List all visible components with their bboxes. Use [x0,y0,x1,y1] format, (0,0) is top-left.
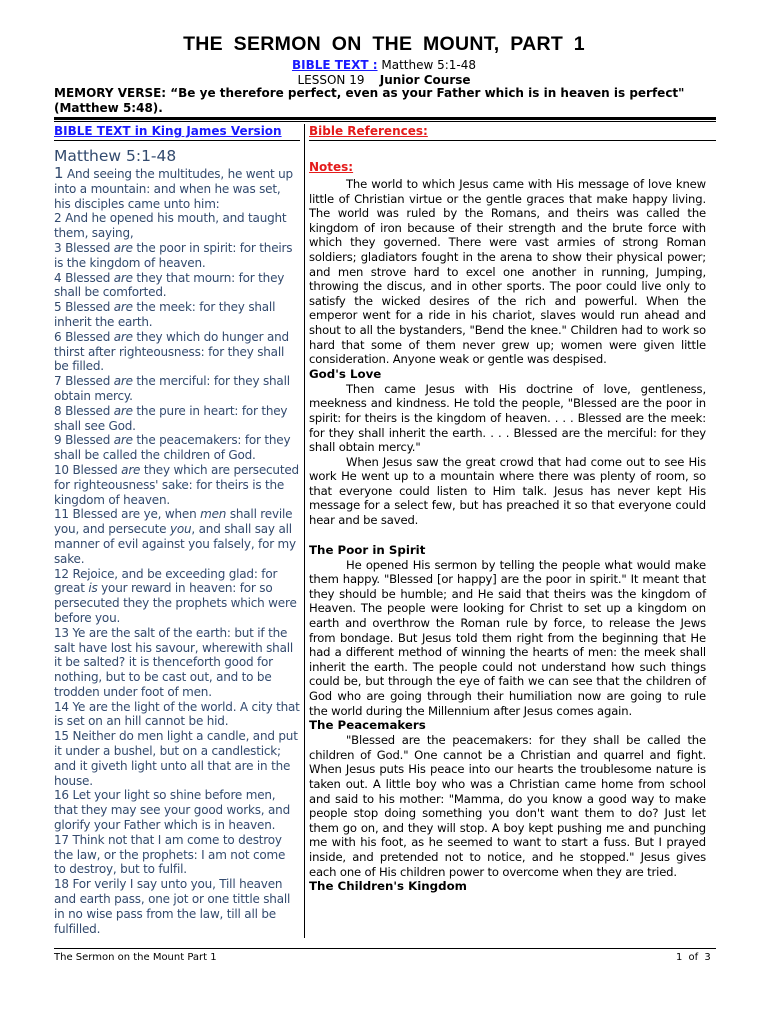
verse-number: 11 [54,507,69,522]
verse-11: 11 Blessed are ye, when men shall revile you, and persecute you, and shall say all manner of evil against you falsely, for my sake. [54,507,296,566]
verse-2: 2 And he opened his mouth, and taught them, saying, [54,211,287,241]
verse-number: 6 [54,329,62,344]
verse-1: 1 And seeing the multitudes, he went up into a mountain: and when he was set, his disciples came unto him: [54,164,293,211]
verse-number: 3 [54,240,62,255]
verse-17: 17 Think not that I am come to destroy the law, or the prophets: I am not come to destroy, but to fulfil. [54,832,286,877]
footer-rule [54,948,716,949]
verse-list [54,166,300,936]
verse-3: 3 Blessed are the poor in spirit: for theirs is the kingdom of heaven. [54,240,293,270]
verse-15: 15 Neither do men light a candle, and put it under a bushel, but on a candlestick; and it giveth light unto all that are in the house. [54,729,298,788]
poor-in-spirit-paragraph: He opened His sermon by telling the people what would make them happy. "Blessed [or happy] are the poor in spirit." It meant that they should be humble; and He said that theirs was the kingdom of Heaven. The people were looking for Christ to set up a kingdom on earth and overthrow the Roman rule by force, to release the Jews from bondage. But Jesus told them right from the beginning that He had a different method of winning the hearts of men: the meek shall inherit the earth. The people could not understand how such things could be, but through the eye of faith we can see that the children of God who are going through their humiliation now are going to rule the world during the Millennium after Jesus comes again. [309,557,706,718]
header-rule-thick [54,117,716,120]
poor-in-spirit-heading: The Poor in Spirit [309,542,426,557]
memory-verse: MEMORY VERSE: “Be ye therefore perfect, even as your Father which is in heaven is perfect" (Matthew 5:48). [54,86,685,115]
bible-text-link[interactable]: BIBLE TEXT : [291,58,378,72]
verse-number: 5 [54,300,62,315]
verse-6: 6 Blessed are they which do hunger and thirst after righteousness: for they shall be filled. [54,329,289,374]
verse-number: 2 [54,211,62,226]
lesson-number: LESSON 19 [297,73,365,87]
childrens-kingdom-heading: The Children's Kingdom [309,879,467,894]
gods-love-paragraph-2: When Jesus saw the great crowd that had come out to see His work He went up to a mountain where there was plenty of room, so that everyone could listen to Him talk. Jesus has never kept His message for a select few, but has preached it so that everyone could hear and be saved. [309,454,706,528]
bible-text-line [0,58,768,73]
verse-number: 12 [54,566,69,581]
gods-love-heading: God's Love [309,366,382,381]
verse-number: 15 [54,729,69,744]
verse-number: 1 [54,164,64,182]
verse-7: 7 Blessed are the merciful: for they shall obtain mercy. [54,374,290,403]
verse-13: 13 Ye are the salt of the earth: but if the salt have lost his savour, wherewith shall it be salted? it is thenceforth good for nothing, but to be cast out, and to be trodden under foot of men. [54,625,293,699]
verse-number: 10 [54,462,69,477]
notes-label: Notes: [309,160,354,174]
verse-14: 14 Ye are the light of the world. A city that is set on an hill cannot be hid. [54,699,300,729]
verse-9: 9 Blessed are the peacemakers: for they shall be called the children of God. [54,433,291,463]
column-divider [304,124,305,938]
verse-number: 13 [54,625,69,640]
course-name: Junior Course [379,73,471,87]
verse-12: 12 Rejoice, and be exceeding glad: for great is your reward in heaven: for so persecuted they the prophets which were before you. [54,566,297,625]
bible-text-reference: Matthew 5:1-48 [381,58,477,72]
verse-10: 10 Blessed are they which are persecuted for righteousness' sake: for theirs is the kingdom of heaven. [54,462,299,507]
gods-love-paragraph-1: Then came Jesus with His doctrine of love, gentleness, meekness and kindness. He told the people, "Blessed are the poor in spirit: for theirs is the kingdom of heaven. . . . Blessed are the meek: for they shall inherit the earth. . . . Blessed are the merciful: for they shall obtain mercy." [309,381,706,455]
verse-number: 14 [54,699,69,714]
footer-title: The Sermon on the Mount Part 1 [54,952,217,963]
bible-text-column [54,124,300,936]
verse-number: 9 [54,433,62,448]
verse-16: 16 Let your light so shine before men, that they may see your good works, and glorify your Father which is in heaven. [54,788,291,833]
header-rule-thin [54,121,716,122]
verse-number: 8 [54,403,62,418]
intro-paragraph: The world to which Jesus came with His message of love knew little of Christian virtue or the gentle graces that make happy living. The world was ruled by the Romans, and theirs was called the kingdom of iron because of their strength and the brute force with which they governed. There were vast armies of strong Roman soldiers; gladiators fought in the arena to show their physical power; and men strove hard to excel one another in running, Jumping, throwing the discus, and in other sports. The poor could live only to satisfy the wicked desires of the rich and powerful. When the emperor went for a ride in his chariot, slaves would run ahead and shout to all the bystanders, "Bend the knee." Children had to work so hard that some of them never grew up; women were given little consideration. Anyone weak or gentle was despised. [309,177,706,367]
bible-text-kjv-heading[interactable]: BIBLE TEXT in King James Version [54,124,282,138]
verse-number: 4 [54,270,62,285]
passage-reference: Matthew 5:1-48 [54,147,177,165]
verse-number: 16 [54,788,69,803]
page-number: 1 of 3 [676,952,711,963]
verse-18: 18 For verily I say unto you, Till heaven and earth pass, one jot or one tittle shall in no wise pass from the law, till all be fulfilled. [54,877,291,936]
verse-5: 5 Blessed are the meek: for they shall inherit the earth. [54,300,276,329]
bible-references-heading: Bible References: [309,124,428,138]
verse-8: 8 Blessed are the pure in heart: for they shall see God. [54,403,288,433]
verse-4: 4 Blessed are they that mourn: for they shall be comforted. [54,270,285,300]
page-title: THE SERMON ON THE MOUNT, PART 1 [183,33,585,55]
verse-number: 17 [54,832,69,847]
verse-number: 18 [54,877,69,892]
peacemakers-heading: The Peacemakers [309,718,426,733]
peacemakers-paragraph: "Blessed are the peacemakers: for they shall be called the children of God." One cannot be a Christian and quarrel and fight. When Jesus puts His peace into our hearts the troublesome nature is taken out. A little boy who was a Christian came home from school and said to his mother: "Mamma, do you know a good way to make people stop doing something you don't want them to do? Just let them go on, and they will stop. A boy kept pushing me and punching me with his foot, as he seemed to want to start a fuss. But I prayed inside, and pretended not to notice, and he stopped." Jesus gives each one of His children power to overcome when they are tried. [309,733,706,879]
notes-column [309,124,706,894]
verse-number: 7 [54,374,62,389]
